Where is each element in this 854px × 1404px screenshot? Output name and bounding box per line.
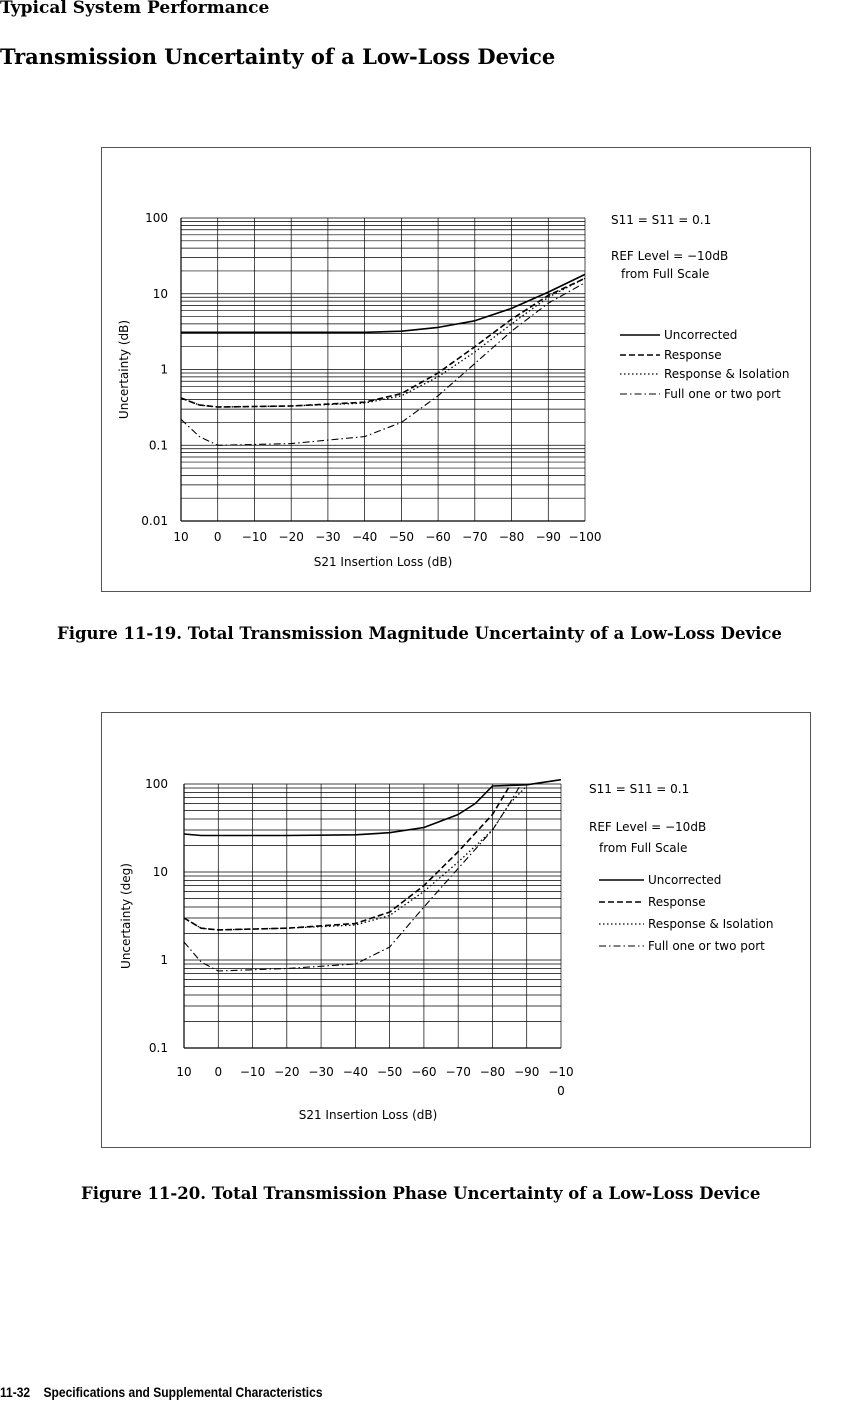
running-header: Typical System Performance [0,0,270,18]
page-footer [0,1384,323,1400]
page-number: 11-32 [0,1384,31,1400]
y-tick-label: 100 [145,211,168,225]
x-tick-label: −70 [462,530,488,544]
x-tick-label: −90 [514,1065,540,1079]
x-tick-label: −20 [274,1065,300,1079]
x-tick-label: −80 [498,530,525,544]
legend-label: Response & Isolation [664,367,790,381]
section-title: Transmission Uncertainty of a Low-Loss Device [0,44,556,69]
figure-11-19-frame [101,147,811,592]
x-tick-label: −10 [239,1065,266,1079]
x-axis-label: S21 Insertion Loss (dB) [313,555,453,569]
x-tick-label: −100 [568,530,602,544]
x-axis-label: S21 Insertion Loss (dB) [298,1108,438,1122]
legend-label: Response & Isolation [648,917,774,931]
x-tick-label: −90 [535,530,561,544]
x-tick-label: 0 [213,530,222,544]
x-tick-label: −30 [308,1065,334,1079]
figure-11-20-caption: Figure 11-20. Total Transmission Phase Uncertainty of a Low-Loss Device [81,1184,761,1203]
chart-annotation: REF Level = −10dB [611,249,729,263]
x-tick-label: −60 [425,530,451,544]
chart-annotation: REF Level = −10dB [589,820,707,834]
legend-label: Full one or two port [648,939,765,953]
x-tick-label: −40 [351,530,378,544]
x-tick-label: 0 [214,1065,223,1079]
legend-label: Response [648,895,706,909]
x-tick-label: −10 [548,1065,574,1079]
x-tick-label: −30 [315,530,341,544]
y-tick-label: 1 [160,953,168,967]
x-tick-label: −40 [342,1065,369,1079]
figure-11-20-frame [101,712,811,1148]
chart-annotation: from Full Scale [599,841,688,855]
chart-annotation: from Full Scale [621,267,710,281]
x-tick-label: −10 [241,530,268,544]
y-axis-label: Uncertainty (dB) [117,319,131,420]
x-tick-label: −50 [376,1065,403,1079]
legend-label: Full one or two port [664,387,781,401]
legend-label: Response [664,348,722,362]
y-tick-label: 0.01 [141,514,168,528]
x-tick-label: −20 [278,530,304,544]
x-tick-label: −60 [411,1065,437,1079]
x-tick-label: 10 [176,1065,192,1079]
legend-label: Uncorrected [664,328,738,342]
figure-11-19-caption: Figure 11-19. Total Transmission Magnitude Uncertainty of a Low-Loss Device [57,624,782,643]
x-tick-label: −70 [445,1065,471,1079]
x-tick-label: −80 [479,1065,506,1079]
y-tick-label: 10 [152,865,168,879]
y-axis-label: Uncertainty (deg) [119,863,133,969]
chart-annotation: S11 = S11 = 0.1 [611,213,712,227]
y-tick-label: 0.1 [148,438,168,453]
y-tick-label: 10 [152,286,168,301]
book-section: Specifications and Supplemental Characteristics [43,1384,323,1400]
x-tick-label-continuation: 0 [557,1084,565,1098]
chart-annotation: S11 = S11 = 0.1 [589,782,690,796]
y-tick-label: 1 [160,362,168,377]
x-tick-label: −50 [388,530,415,544]
legend-label: Uncorrected [648,873,722,887]
x-tick-label: 10 [173,530,189,544]
y-tick-label: 100 [145,777,168,791]
y-tick-label: 0.1 [148,1041,168,1055]
